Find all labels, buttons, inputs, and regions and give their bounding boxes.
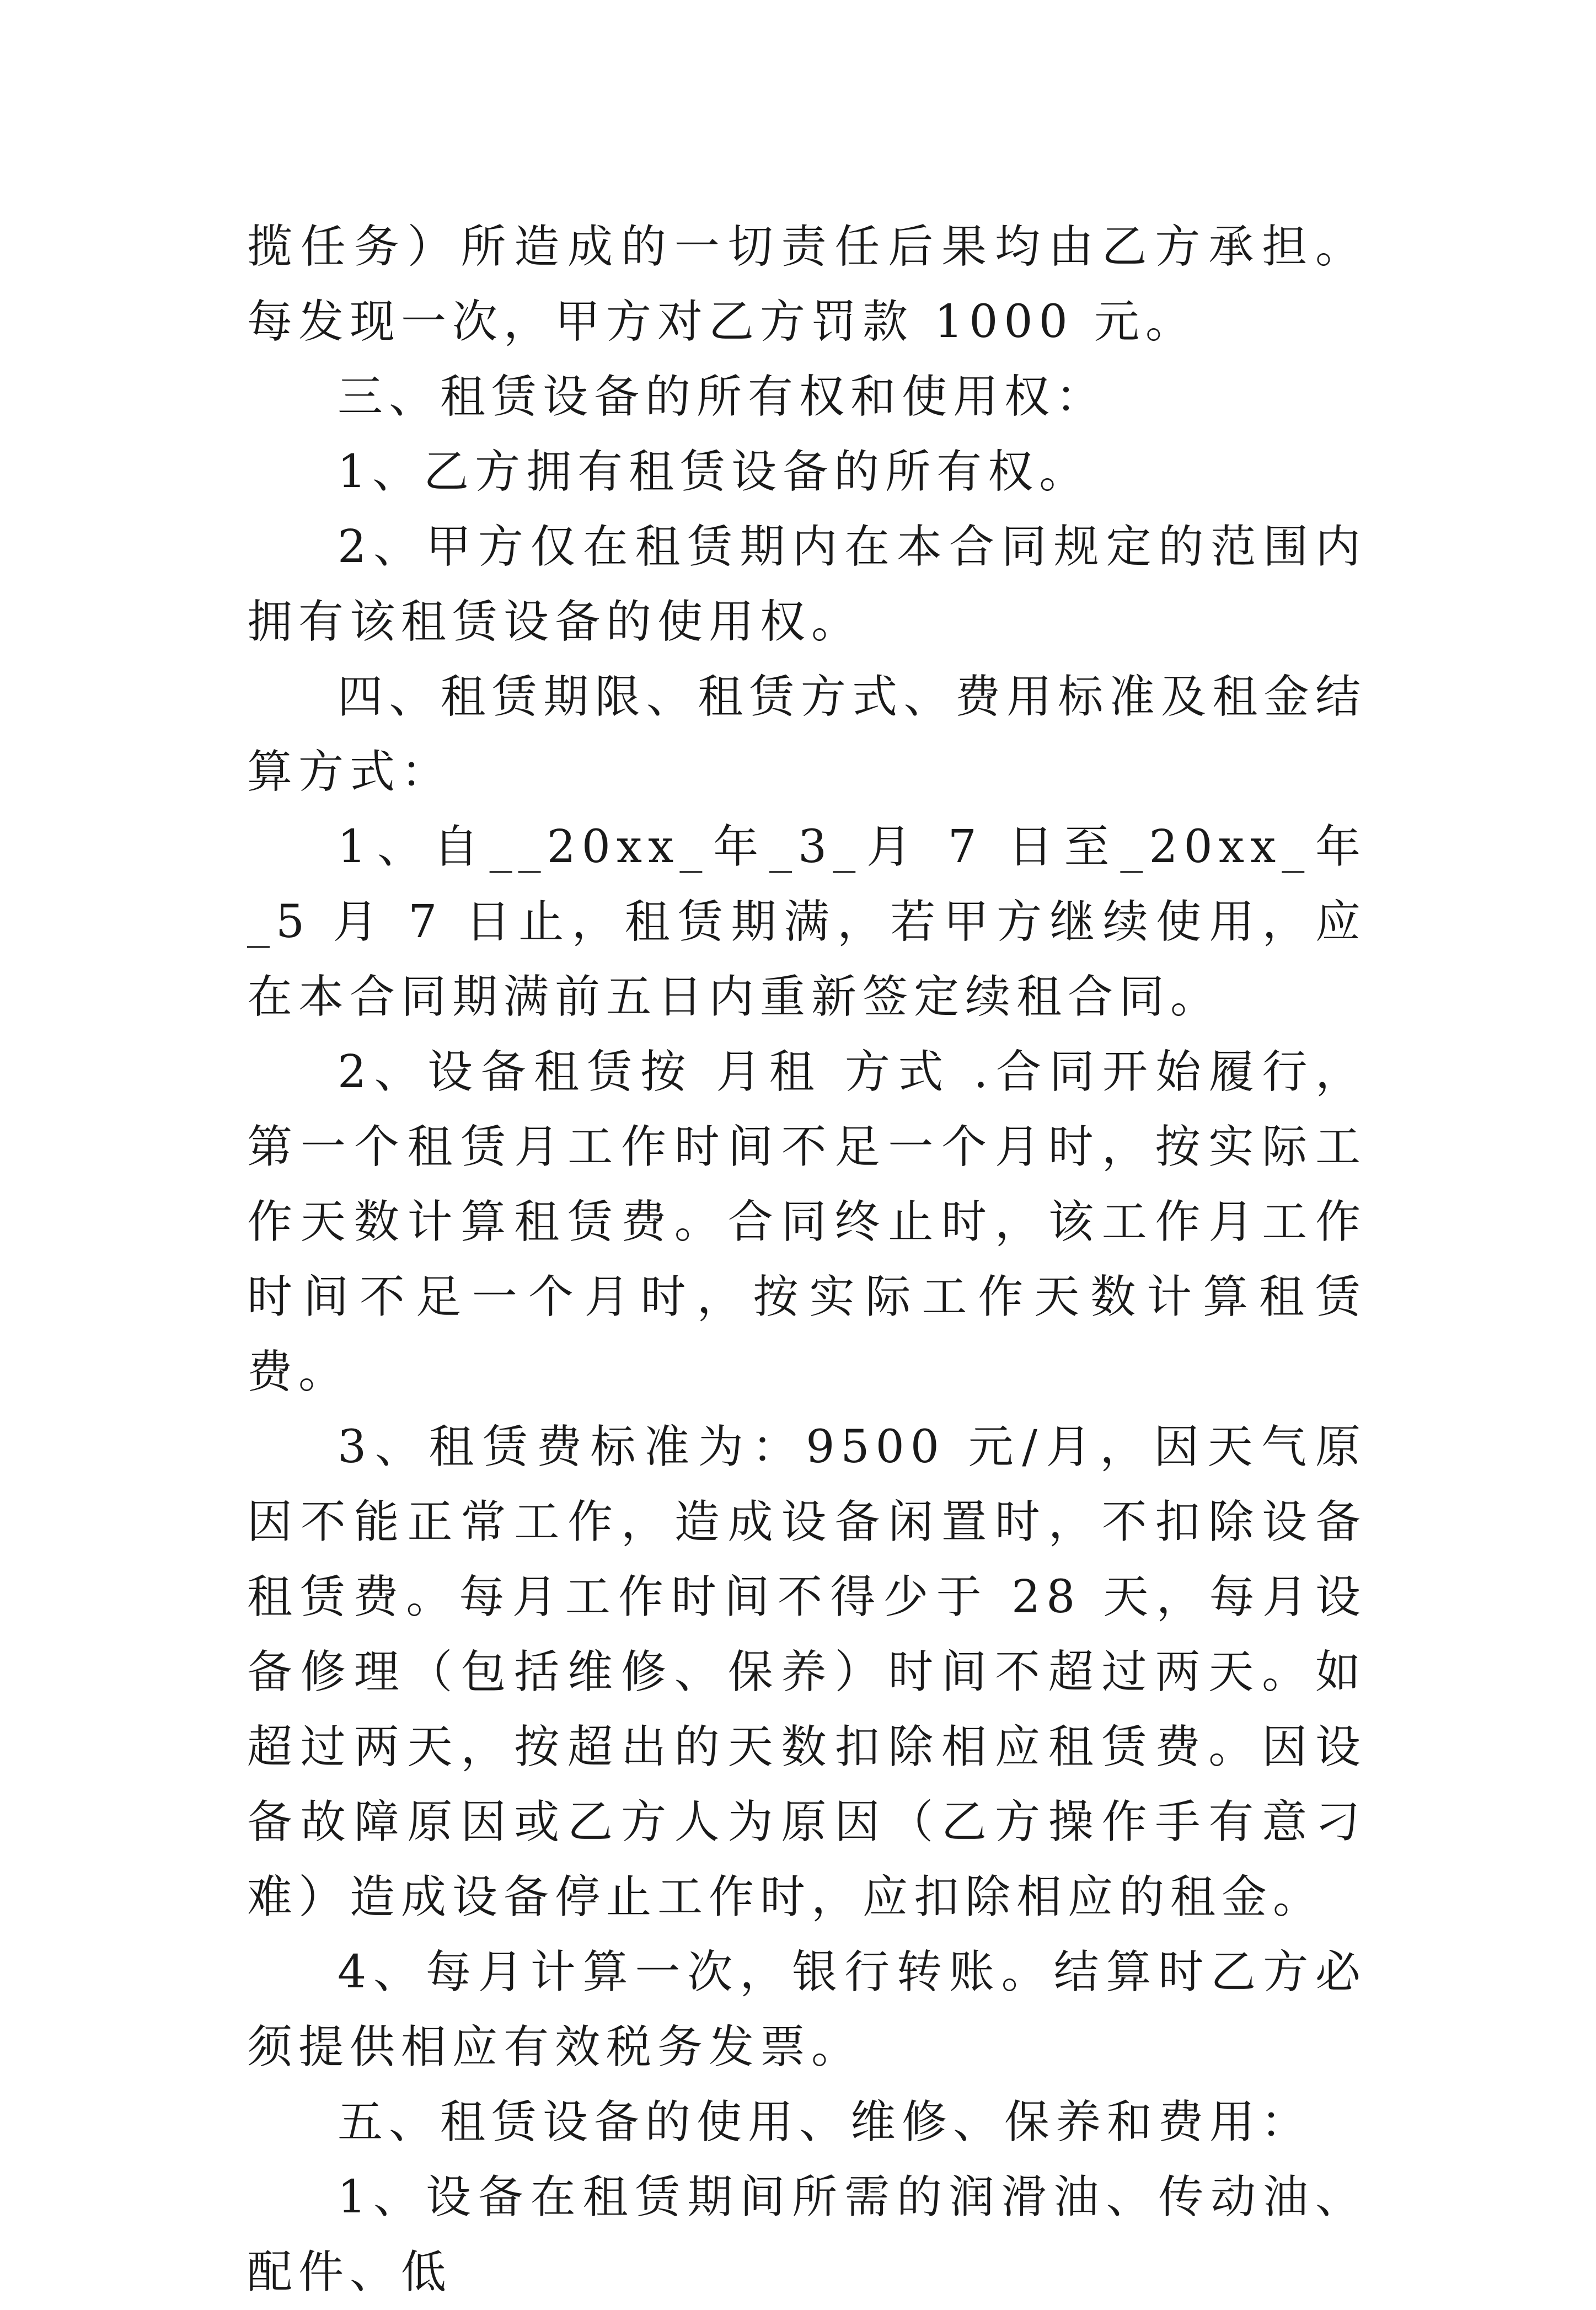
paragraph-3-1: 1、乙方拥有租赁设备的所有权。 [338,446,1091,498]
heading-section-5: 五、租赁设备的使用、维修、保养和费用： [338,2096,1313,2148]
paragraph-4-4: 4、每月计算一次，银行转账。结算时乙方必须提供相应有效税务发票。 [247,1946,1367,2073]
paragraph-3-2: 2、甲方仅在租赁期内在本合同规定的范围内拥有该租赁设备的使用权。 [247,521,1367,648]
paragraph-4-1: 1、自__20xx_年_3_月 7 日至_20xx_年_5 月 7 日止，租赁期满，若甲方继续使用，应在本合同期满前五日内重新签定续租合同。 [247,821,1367,1023]
heading-section-4: 四、租赁期限、租赁方式、费用标准及租金结算方式： [247,671,1367,798]
paragraph-5-1: 1、设备在租赁期间所需的润滑油、传动油、配件、低 [247,2171,1367,2298]
paragraph-4-2: 2、设备租赁按 月租 方式 .合同开始履行，第一个租赁月工作时间不足一个月时，按实际工作天数计算租赁费。合同终止时，该工作月工作时间不足一个月时，按实际工作天数计算租赁费。 [247,1046,1367,1398]
document-body [247,210,1367,2310]
paragraph-4-3: 3、租赁费标准为：9500 元/月，因天气原因不能正常工作，造成设备闲置时，不扣除设备租赁费。每月工作时间不得少于 28 天，每月设备修理（包括维修、保养）时间不超过两天。如超过两天，按超出的天数扣除相应租赁费。因设备故障原因或乙方人为原因（乙方操作手有意刁难）造成设备停止工作时，应扣除相应的租金。 [247,1421,1367,1923]
heading-section-3: 三、租赁设备的所有权和使用权： [338,371,1107,423]
paragraph-penalty-clause: 揽任务）所造成的一切责任后果均由乙方承担。每发现一次，甲方对乙方罚款 1000 元。 [247,221,1367,348]
